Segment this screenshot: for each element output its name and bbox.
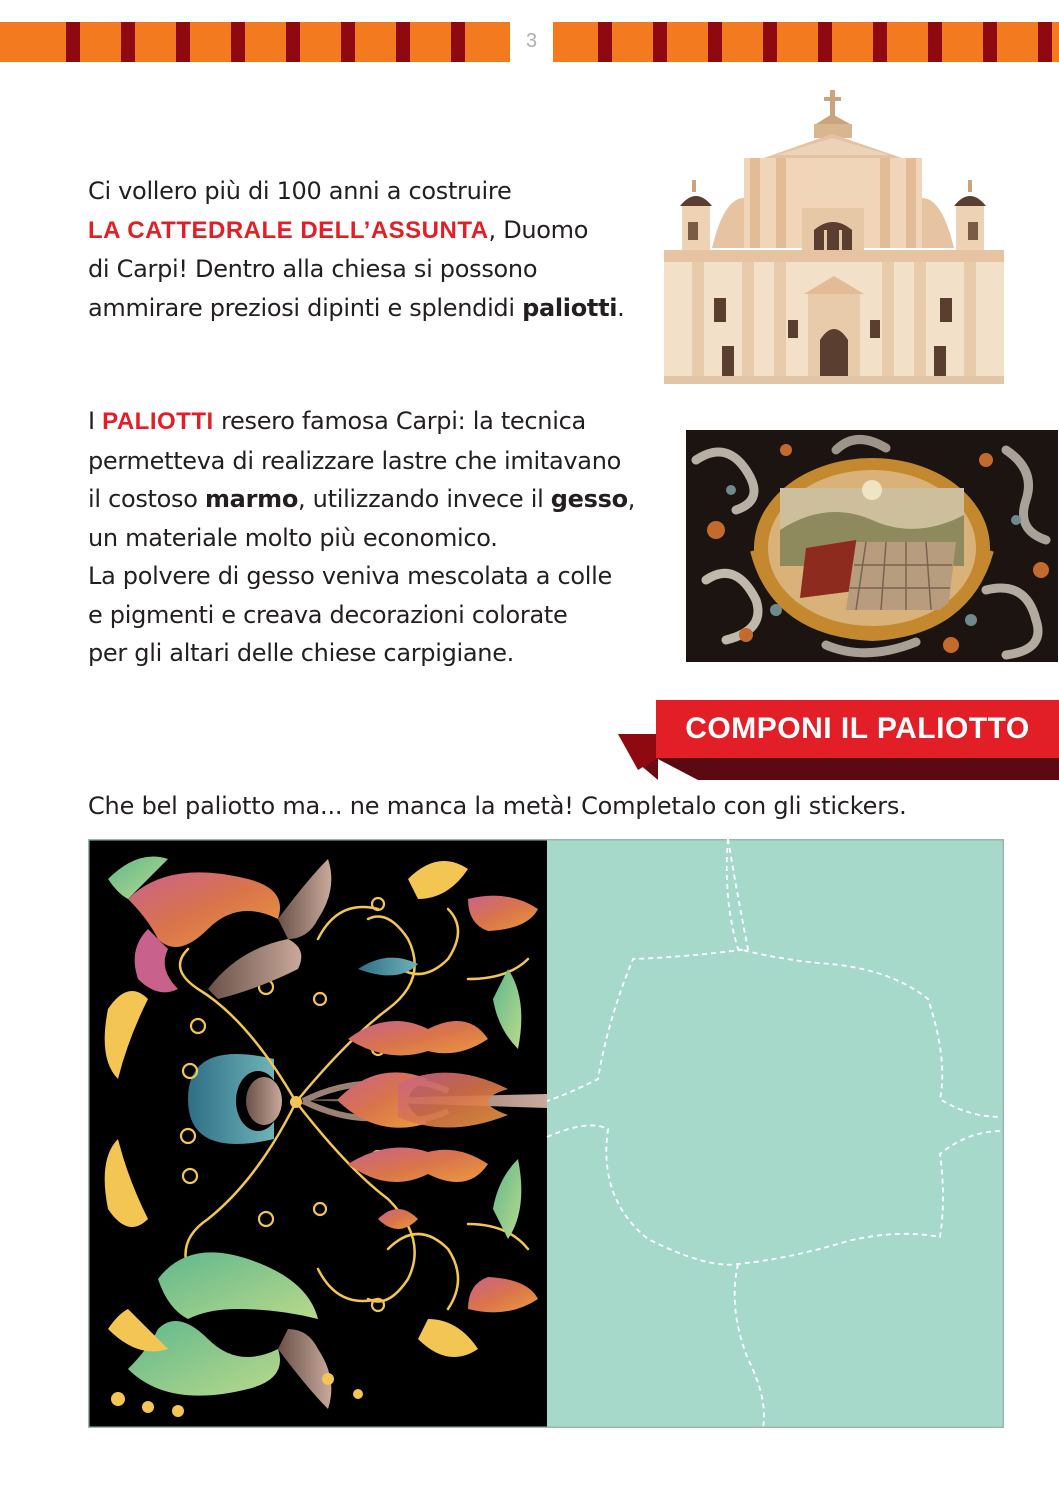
paliotti-highlight: PALIOTTI [102,408,214,435]
paliotti-paragraph [88,402,678,673]
paliotti-line-1-rest: resero famosa Carpi: la tecnica [213,407,586,435]
gesso-bold: gesso [550,485,628,513]
paliotto-activity [88,839,1004,1428]
paliotti-line-6: e pigmenti e creava decorazioni colorate [88,600,568,629]
paliotti-line-5: La polvere di gesso veniva mescolata a colle [88,562,612,590]
cathedral-illustration [664,88,1004,384]
marmo-bold: marmo [204,485,299,513]
paliotti-line-3-end: , [627,485,636,513]
intro-line-4-end: . [617,293,625,322]
cathedral-highlight: LA CATTEDRALE DELL’ASSUNTA [88,216,489,244]
paliotti-bold: paliotti [522,293,618,322]
intro-line-4: ammirare preziosi dipinti e splendidi [88,293,523,322]
paliotto-photo [686,430,1058,662]
paliotti-line-7: per gli altari delle chiese carpigiane. [88,639,515,667]
paliotti-line-3-mid: , utilizzando invece il [298,485,551,513]
paliotti-line-3-pre: il costoso [88,485,205,513]
page-number: 3 [525,30,538,52]
header-stripe-left [0,22,510,62]
intro-after-highlight: , Duomo [488,215,589,244]
paliotti-line-2: permetteva di realizzare lastre che imitavano [88,446,621,475]
paliotti-line-4: un materiale molto più economico. [88,523,498,552]
intro-paragraph [88,172,668,327]
section-title: COMPONI IL PALIOTTO [685,712,1030,745]
header-stripe-right [553,22,1059,62]
activity-instruction: Che bel paliotto ma... ne manca la metà! Completalo con gli stickers. [88,792,907,820]
intro-line-1: Ci vollero più di 100 anni a costruire [88,177,512,205]
paliotti-line-1-pre: I [88,407,103,435]
intro-line-3: di Carpi! Dentro alla chiesa si possono [88,255,538,283]
sticker-area [547,839,1004,1428]
